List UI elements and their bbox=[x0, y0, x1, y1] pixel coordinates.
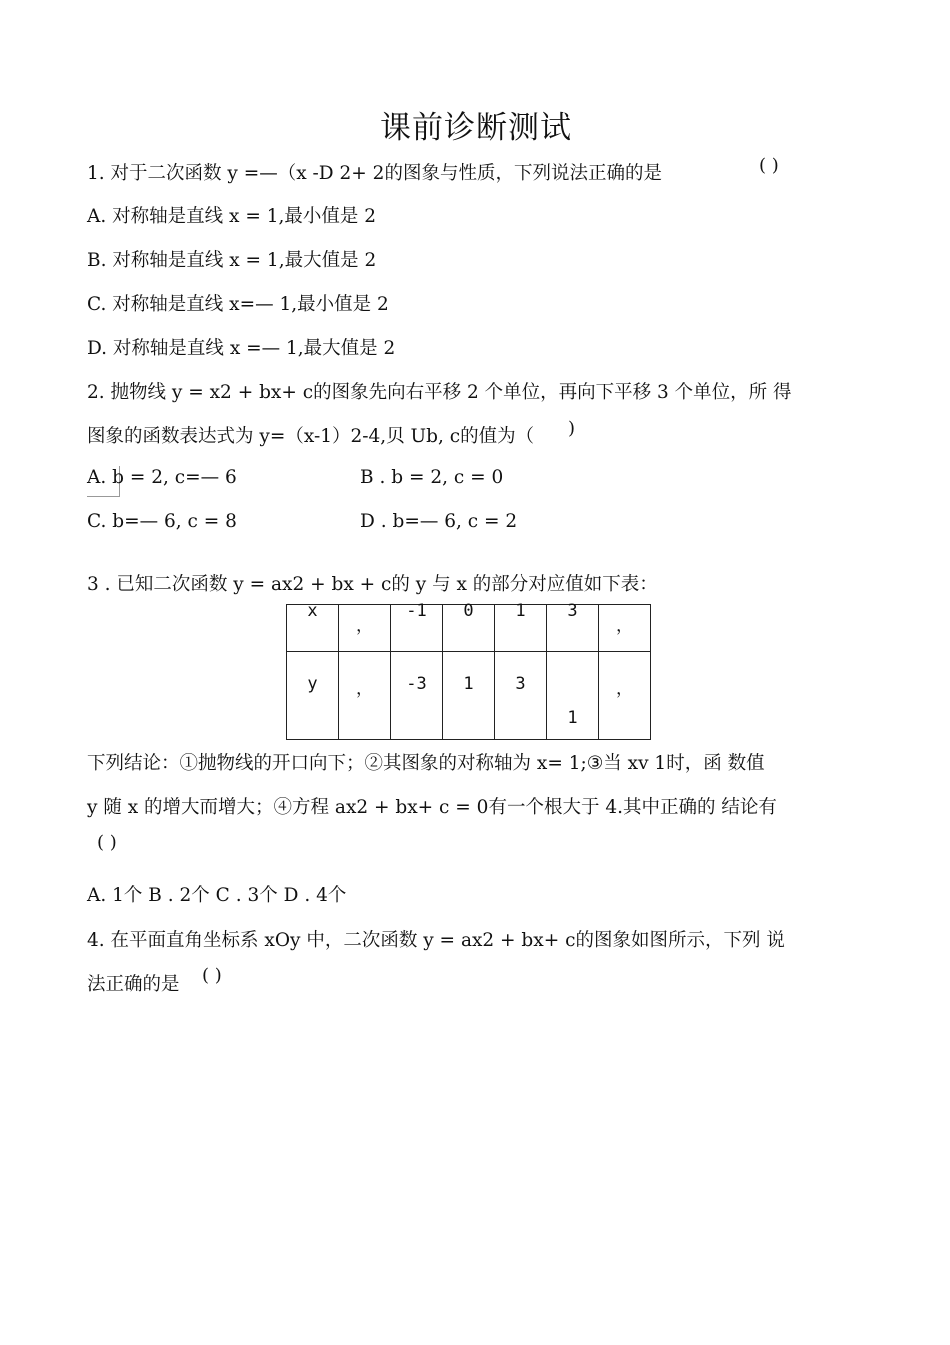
value-table bbox=[286, 601, 651, 740]
table-cell: 0 bbox=[443, 605, 495, 652]
q3-options: A. 1个 B . 2个 C . 3个 D . 4个 bbox=[87, 885, 347, 906]
q3-conclusions-line2: y 随 x 的增大而增大；④方程 ax2 + bx+ c = 0有一个根大于 4.其中正确的 结论有 bbox=[87, 797, 777, 818]
table-cell: 1 bbox=[495, 605, 547, 652]
table-row-x bbox=[287, 605, 651, 652]
q3-conclusions-line1: 下列结论：①抛物线的开口向下；②其图象的对称轴为 x= 1;③当 xv 1时，函 数值 bbox=[87, 753, 765, 774]
q3-stem: 3 . 已知二次函数 y = ax2 + bx + c的 y 与 x 的部分对应值如下表： bbox=[87, 574, 658, 595]
q2-option-c: C. b=— 6, c = 8 bbox=[87, 511, 237, 532]
table-cell: ， bbox=[599, 652, 651, 740]
q1-answer-paren: ( ) bbox=[759, 155, 779, 176]
table-cell: ， bbox=[339, 605, 391, 652]
q2-stem-line1: 2. 抛物线 y = x2 + bx+ c的图象先向右平移 2 个单位，再向下平移 3 个单位，所 得 bbox=[87, 382, 792, 403]
table-row-y bbox=[287, 652, 651, 740]
page-title: 课前诊断测试 bbox=[380, 110, 572, 146]
q4-answer-paren: ( ) bbox=[202, 965, 222, 986]
q1-option-a: A. 对称轴是直线 x = 1,最小值是 2 bbox=[87, 206, 377, 227]
q4-stem-line2: 法正确的是 bbox=[87, 974, 180, 995]
q1-option-d: D. 对称轴是直线 x =— 1,最大值是 2 bbox=[87, 338, 396, 359]
table-cell: y bbox=[287, 652, 339, 740]
q2-answer-paren: ) bbox=[568, 418, 576, 439]
q2-stem-line2: 图象的函数表达式为 y=（x-1）2-4,贝 Ub, c的值为（ bbox=[87, 426, 535, 447]
q2-option-a: A. b = 2, c=— 6 bbox=[87, 467, 237, 488]
q2-option-b: B . b = 2, c = 0 bbox=[360, 467, 504, 488]
q1-stem: 1. 对于二次函数 y =—（x -D 2+ 2的图象与性质，下列说法正确的是 bbox=[87, 163, 662, 184]
table-cell: 1 bbox=[443, 652, 495, 740]
table-cell: ， bbox=[599, 605, 651, 652]
table-cell: 3 bbox=[495, 652, 547, 740]
table-cell: 3 bbox=[547, 605, 599, 652]
q1-option-c: C. 对称轴是直线 x=— 1,最小值是 2 bbox=[87, 294, 389, 315]
table-cell: ， bbox=[339, 652, 391, 740]
q4-stem-line1: 4. 在平面直角坐标系 xOy 中，二次函数 y = ax2 + bx+ c的图象如图所示，下列 说 bbox=[87, 930, 785, 951]
q2-option-d: D . b=— 6, c = 2 bbox=[360, 511, 518, 532]
q1-option-b: B. 对称轴是直线 x = 1,最大值是 2 bbox=[87, 250, 377, 271]
table-cell: -1 bbox=[391, 605, 443, 652]
table-cell: -3 bbox=[391, 652, 443, 740]
q3-answer-paren: ( ) bbox=[97, 832, 117, 853]
table-cell: x bbox=[287, 605, 339, 652]
table-cell: 1 bbox=[547, 652, 599, 740]
